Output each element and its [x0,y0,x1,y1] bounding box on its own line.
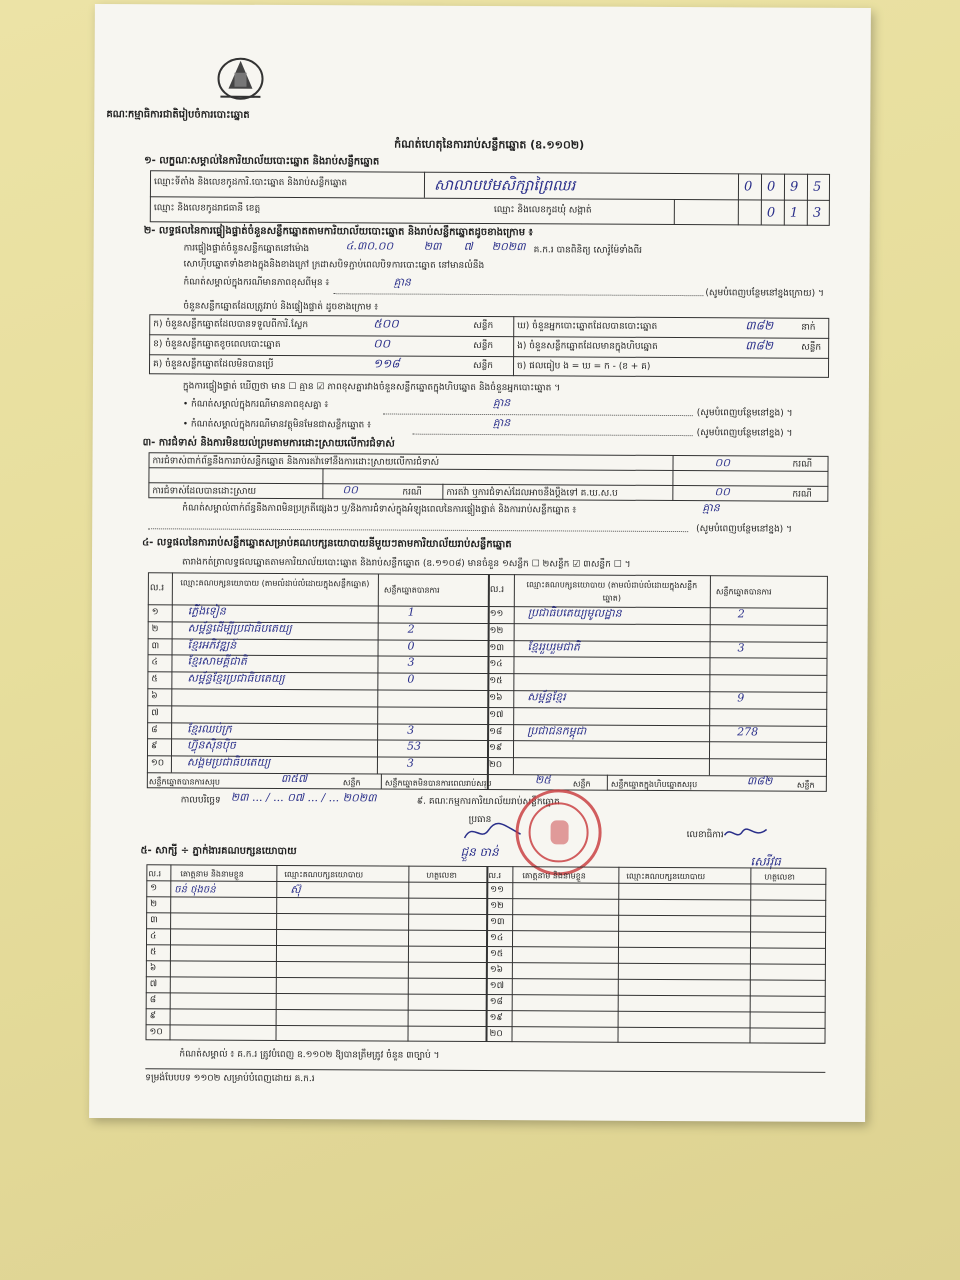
w-col-no: ល.រ [148,869,162,879]
col-votes: សន្លឹកឆ្នោតបានការ [383,585,440,595]
station-code-digit-1: 0 [743,179,753,195]
difference-note-label: កំណត់សម្គាល់ក្នុងករណីមានភាពខុសពីមុន ៖ [183,277,330,289]
witness-row-number: ៣ [150,915,158,926]
difference-bullet-hint: (សូមបំពេញបន្ថែមនៅខ្នង) ។ [696,408,793,419]
witness-row-number: ១៩ [489,1013,503,1024]
box-total-label: សន្លឹកឆ្នោតក្នុងហិបឆ្នោតសរុប [610,779,698,790]
party-name: សង្គមប្រជាធិបតេយ្យ [186,755,271,770]
box-total-unit: សន្លឹក [796,780,815,790]
resolved-unit: ករណី [402,487,422,498]
witness-row-number: ១២ [490,901,504,912]
section3-title: ៣- ការជំទាស់ និងការមិនយល់ព្រមតាមការដោះស្រាយលើការជំទាស់ [142,437,395,450]
party-votes: 3 [737,640,745,654]
unused-unit: សន្លឹក [473,360,494,372]
invalid-total-label: សន្លឹកឆ្នោតមិនបានការពេលរាប់សរុប [384,778,492,789]
verify-line2: សោហ៊ីបឆ្នោតទាំងខាងក្នុងនិងខាងក្រៅ ក្រដាសបិទភ្ជាប់ពេលបិទការបោះឆ្នោត នៅមានលំនឹង [183,259,485,272]
col-no: ល.រ [149,583,165,594]
row-number: ៨ [151,724,158,735]
row-number: ១៩ [489,743,503,754]
witness-row-number: ១៤ [490,933,504,944]
row-number: ១៧ [489,709,504,720]
row-number: ១៥ [489,676,503,687]
w-col-no-right: ល.រ [488,871,502,881]
row-number: ៧ [151,708,159,719]
station-code-digit-2: 0 [766,179,776,195]
witness-row-number: ៨ [149,995,157,1006]
spoiled-value: ០០ [373,336,391,351]
witness-1-name: ចន់ ថុងចន់ [174,884,216,896]
party-name: ខ្មែរអភិវឌ្ឍន៍ [187,638,237,652]
foreign-object-hint: (សូមបំពេញបន្ថែមនៅខ្នង) ។ [696,428,793,439]
party-votes: 3 [407,723,415,737]
irregularity-label: កំណត់សម្គាល់ពាក់ព័ន្ធនឹងភាពមិនប្រក្រតីផ្សេងៗ ឬ/និងការជំទាស់ក្នុងអំឡុងពេលនៃការផ្ទៀងផ្ទាត់ និងការរាប់សន្លឹកឆ្នោត ៖ [182,503,577,516]
official-seal [515,789,601,875]
irregularity-value: គ្មាន [702,501,720,515]
commune-code-digit-2: 0 [766,205,776,221]
witness-row-number: ១៧ [489,981,505,992]
w-col-sign-right: ហត្ថលេខា [764,872,795,882]
objection-header: ការជំទាស់ពាក់ព័ន្ធនឹងការរាប់សន្លឹកឆ្នោត និងការតវ៉ាទៅនឹងការដោះស្រាយលើការជំទាស់ [152,456,440,468]
voters-unit: នាក់ [801,322,816,333]
party-name: ប្រជាធិបតេយ្យមូលដ្ឋាន [527,606,622,620]
difference-bullet-value: គ្មាន [492,396,511,410]
row-number: ១០ [150,758,165,769]
footer-note: កំណត់សម្គាល់ ៖ គ.ក.រ ត្រូវបំពេញ ឧ.១១០២ ឱ្យបានត្រឹមត្រូវ ចំនួន ៣ច្បាប់ ។ [179,1049,440,1061]
w-col-party: ឈ្មោះគណបក្សនយោបាយ [284,869,364,880]
row-number: ១៣ [489,642,505,653]
party-votes: 3 [407,656,415,670]
party-name: សម្ព័ន្ធខ្មែរប្រជាធិបតេយ្យ [187,671,285,686]
witness-row-number: ១១ [490,885,504,896]
verify-line1-end: គ.ក.រ បានពិនិត្យ សោរ៉ូម៉ែទាំងពីរ [533,245,643,256]
received-label: ក) ចំនួនសន្លឹកឆ្នោតដែលបានទទួលពីការិ.ស្លែក [153,319,309,331]
section1-title: ១- លក្ខណៈសម្គាល់នៃការិយាល័យបោះឆ្នោត និងរាប់សន្លឹកឆ្នោត [144,155,380,168]
section5-title: ៥- សាក្សី ÷ ភ្នាក់ងារគណបក្សនយោបាយ [140,845,297,858]
resolved-label: ការជំទាស់ដែលបានដោះស្រាយ [152,486,257,497]
row-number: ៦ [151,691,158,702]
witness-row-number: ២០ [489,1029,503,1040]
valid-total-label: សន្លឹកឆ្នោតបានការសរុប [148,777,220,787]
box-total-value: ៣៨២ [746,774,773,788]
commune-label: ឈ្មោះ និងលេខកូដឃុំ សង្កាត់ [493,205,592,216]
spoiled-label: ខ) ចំនួនសន្លឹកឆ្នោតខូចពេលបោះឆ្នោត [153,339,281,350]
col-no-right: ល.រ [489,585,505,596]
in-box-value: ៣៨២ [745,338,774,353]
party-votes: 2 [737,607,745,621]
footer-ref: ទម្រង់បែបបទ ១១០២ សម្រាប់បំពេញដោយ គ.ក.រ [145,1073,315,1085]
witness-row-number: ១ [150,883,158,894]
row-number: ១៤ [489,659,503,670]
row-number: ៩ [151,741,158,752]
witness-row-number: ៦ [149,963,157,974]
witness-row-number: ១៣ [490,917,505,928]
foreign-object-value: គ្មាន [492,416,511,430]
appeal-label: ការតវ៉ា ឬការជំទាស់ដែលអាចនឹងប្ដឹងទៅ គ.ឃ.ស.ប [446,487,618,499]
secretary-signature-icon [721,821,771,843]
witness-row-number: ៥ [149,947,157,958]
objection-total-unit: ករណី [792,459,813,470]
row-number: ១ [151,607,159,618]
appeal-value: ០០ [714,485,730,499]
w-col-name-right: គោត្តនាម និងនាមខ្លួន [522,871,586,881]
verify-year: ២០២៣ [491,240,526,254]
witness-row-number: ២ [150,899,158,910]
w-col-name: គោត្តនាម និងនាមខ្លួន [180,869,244,879]
foreign-object-bullet: • កំណត់សម្គាល់ក្នុងករណីមានវត្ថុមិនមែនជាសន្លឹកឆ្នោត ៖ [182,419,372,431]
witness-row-number: ១៦ [489,965,504,976]
valid-total-unit: សន្លឹក [342,778,361,788]
section2-title: ២- លទ្ធផលនៃការផ្ទៀងផ្ទាត់ចំនួនសន្លឹកឆ្នោតតាមការិយាល័យបោះឆ្នោត និងរាប់សន្លឹកឆ្នោតដូចខាងក្រោម ៖ [143,225,533,239]
row-number: ១២ [489,625,504,636]
date-value: ២៣ ... / ... ០៧ ... / ... ២០២៣ [230,790,377,805]
col-party-right: ឈ្មោះគណបក្សនយោបាយ (តាមលំដាប់លំដោយក្នុងសន្លឹកឆ្នោត) [526,580,698,603]
invalid-total-value: ២៥ [534,773,552,787]
party-name: ហ៊្វុនស៊ិនប៉ិច [187,738,236,753]
row-number: ៥ [151,674,158,685]
party-votes: 0 [407,672,415,686]
verify-day: ២៣ [423,239,442,253]
witness-row-number: ៩ [149,1011,157,1022]
date-label: កាលបរិច្ឆេទ [180,795,221,806]
count-intro: ចំនួនសន្លឹកឆ្នោតដែលត្រូវរាប់ និងផ្ទៀងផ្ទាត់ ដូចខាងក្រោម ៖ [183,301,379,313]
spoiled-unit: សន្លឹក [473,340,494,352]
form-title: កំណត់ហេតុនៃការរាប់សន្លឹកឆ្នោត (ឧ.១១០២) [394,137,585,152]
row-number: ១៦ [489,693,503,704]
w-col-sign: ហត្ថលេខា [426,870,457,880]
results-right-rows [95,4,871,8]
party-name: ខ្មែររួបរួមជាតិ [527,639,580,654]
witness-row-number: ១៨ [489,997,503,1008]
party-name: ខ្មែរឈប់ក្រ [187,722,232,736]
row-number: ៤ [151,657,158,668]
objection-total-value: ០០ [714,456,731,470]
party-votes: 3 [406,756,414,770]
received-value: ៥០០ [373,316,399,331]
station-code-digit-4: 5 [812,179,822,195]
chair-name: ជ្ញួន ចាន់ [460,844,499,860]
w-col-party-right: ឈ្មោះគណបក្សនយោបាយ [626,871,706,882]
secretary-name: សេរីវុធ [750,854,781,869]
witness-row-number: ១០ [149,1027,163,1038]
secretary-label: លេខាធិការ [686,830,724,841]
party-votes: 1 [407,605,415,619]
section4-title: ៤- លទ្ធផលនៃការរាប់សន្លឹកឆ្នោតសម្រាប់គណបក្សនយោបាយនីមួយៗតាមការិយាល័យរាប់សន្លឹកឆ្នោត [142,537,512,551]
ballot-count-form [89,4,871,1122]
row-number: ៣ [151,640,160,651]
party-name: ខ្មែរសាមគ្គីជាតិ [187,654,247,669]
valid-total-value: ៣៥៧ [280,771,308,786]
irregularity-hint: (សូមបំពេញបន្ថែមនៅខ្នង) ។ [696,524,793,535]
appeal-unit: ករណី [792,489,812,500]
national-emblem-icon [212,49,268,103]
commune-code-digit-4: 3 [812,205,822,221]
in-box-unit: សន្លឹក [801,342,822,353]
witness-row-number: ១៥ [489,949,504,960]
commune-code-digit-3: 1 [789,205,799,221]
party-name: សម្ព័ន្ធខ្មែរ [527,690,566,704]
tally-sheet-note: តារាងកត់ត្រាលទ្ធផលឆ្នោតតាមការិយាល័យបោះឆ្នោត និងរាប់សន្លឹកឆ្នោត (ឧ.១១០៨) មានចំនួន ១សន្លឹក ☐ ២សន្លឹក ☑ ៣សន្លឹក ☐ ។ [181,557,631,570]
org-name: គណៈកម្មាធិការជាតិរៀបចំការបោះឆ្នោត [106,109,250,121]
witness-row-number: ៧ [149,979,158,990]
difference-note-hint: (សូមបំពេញបន្ថែមនៅខ្នងក្រោយ) ។ [705,288,824,299]
voters-value: ៣៨២ [745,318,774,333]
received-unit: សន្លឹក [473,320,494,332]
station-label: ឈ្មោះទីតាំង និងលេខកូដការិ.បោះឆ្នោត និងរាប់សន្លឹកឆ្នោត [153,177,348,189]
unused-label: គ) ចំនួនសន្លឹកឆ្នោតដែលមិនបានប្រើ [153,359,274,370]
difference-bullet: • កំណត់សម្គាល់ក្នុងករណីមានភាពខុសគ្នា ៖ [182,399,329,411]
row-number: ១៨ [489,726,503,737]
party-votes: 0 [407,639,415,653]
invalid-total-unit: សន្លឹក [572,779,591,789]
in-box-label: ង) ចំនួនសន្លឹកឆ្នោតដែលមានក្នុងហិបឆ្នោត [517,341,658,352]
committee-label: ៩. គណៈកម្មការការិយាល័យរាប់សន្លឹកឆ្នោត [416,796,560,808]
party-name: ភ្លើងទៀន [187,604,226,618]
col-votes-right: សន្លឹកឆ្នោតបានការ [715,587,772,597]
witness-rows [95,4,871,8]
voters-label: ឃ) ចំនួនអ្នកបោះឆ្នោតដែលបានបោះឆ្នោត [517,321,658,332]
results-left-rows [95,4,871,8]
verify-time-label: ការផ្ទៀងផ្ទាត់ចំនួនសន្លឹកឆ្នោតនៅម៉ោង [183,243,310,255]
party-votes: 9 [737,691,745,705]
province-label: ឈ្មោះ និងលេខកូដរាជធានី ខេត្ត [153,203,261,214]
row-number: ១១ [489,609,504,620]
verify-month: ៧ [463,239,473,253]
verify-time-value: ៤.៣០.០០ [345,239,394,253]
party-name: សម្ព័ន្ធដើម្បីប្រជាធិបតេយ្យ [187,621,292,635]
chair-signature-icon [463,820,523,844]
party-name: ប្រជាជនកម្ពុជា [527,723,587,738]
party-votes: 53 [407,740,422,754]
station-value: សាលាបឋមសិក្សាព្រៃឈរ [433,175,576,195]
formula-label: ច) ផលធៀប ង = ឃ = ក - (ខ + គ) [517,361,651,372]
row-number: ២០ [488,760,503,771]
witness-row-number: ៤ [150,931,157,942]
col-party: ឈ្មោះគណបក្សនយោបាយ (តាមលំដាប់លំដោយក្នុងសន្លឹកឆ្នោត) [180,578,370,589]
discrepancy-note: ក្នុងការផ្ទៀងផ្ទាត់ ឃើញថា មាន ☐ គ្មាន ☑ ភាពខុសគ្នារវាងចំនួនសន្លឹកឆ្នោតក្នុងហិបឆ្នោត និងចំនួនអ្នកបោះឆ្នោត ។ [182,381,561,394]
unused-value: ១១៨ [373,356,400,371]
chair-label: ប្រធាន [468,814,492,826]
resolved-value: ០០ [342,483,358,497]
difference-note-value: គ្មាន [393,275,411,289]
party-votes: 278 [737,724,759,739]
row-number: ២ [151,624,159,635]
party-votes: 2 [407,622,415,636]
station-code-digit-3: 9 [789,179,799,195]
witness-1-signature: ស៊ុ [290,883,301,897]
